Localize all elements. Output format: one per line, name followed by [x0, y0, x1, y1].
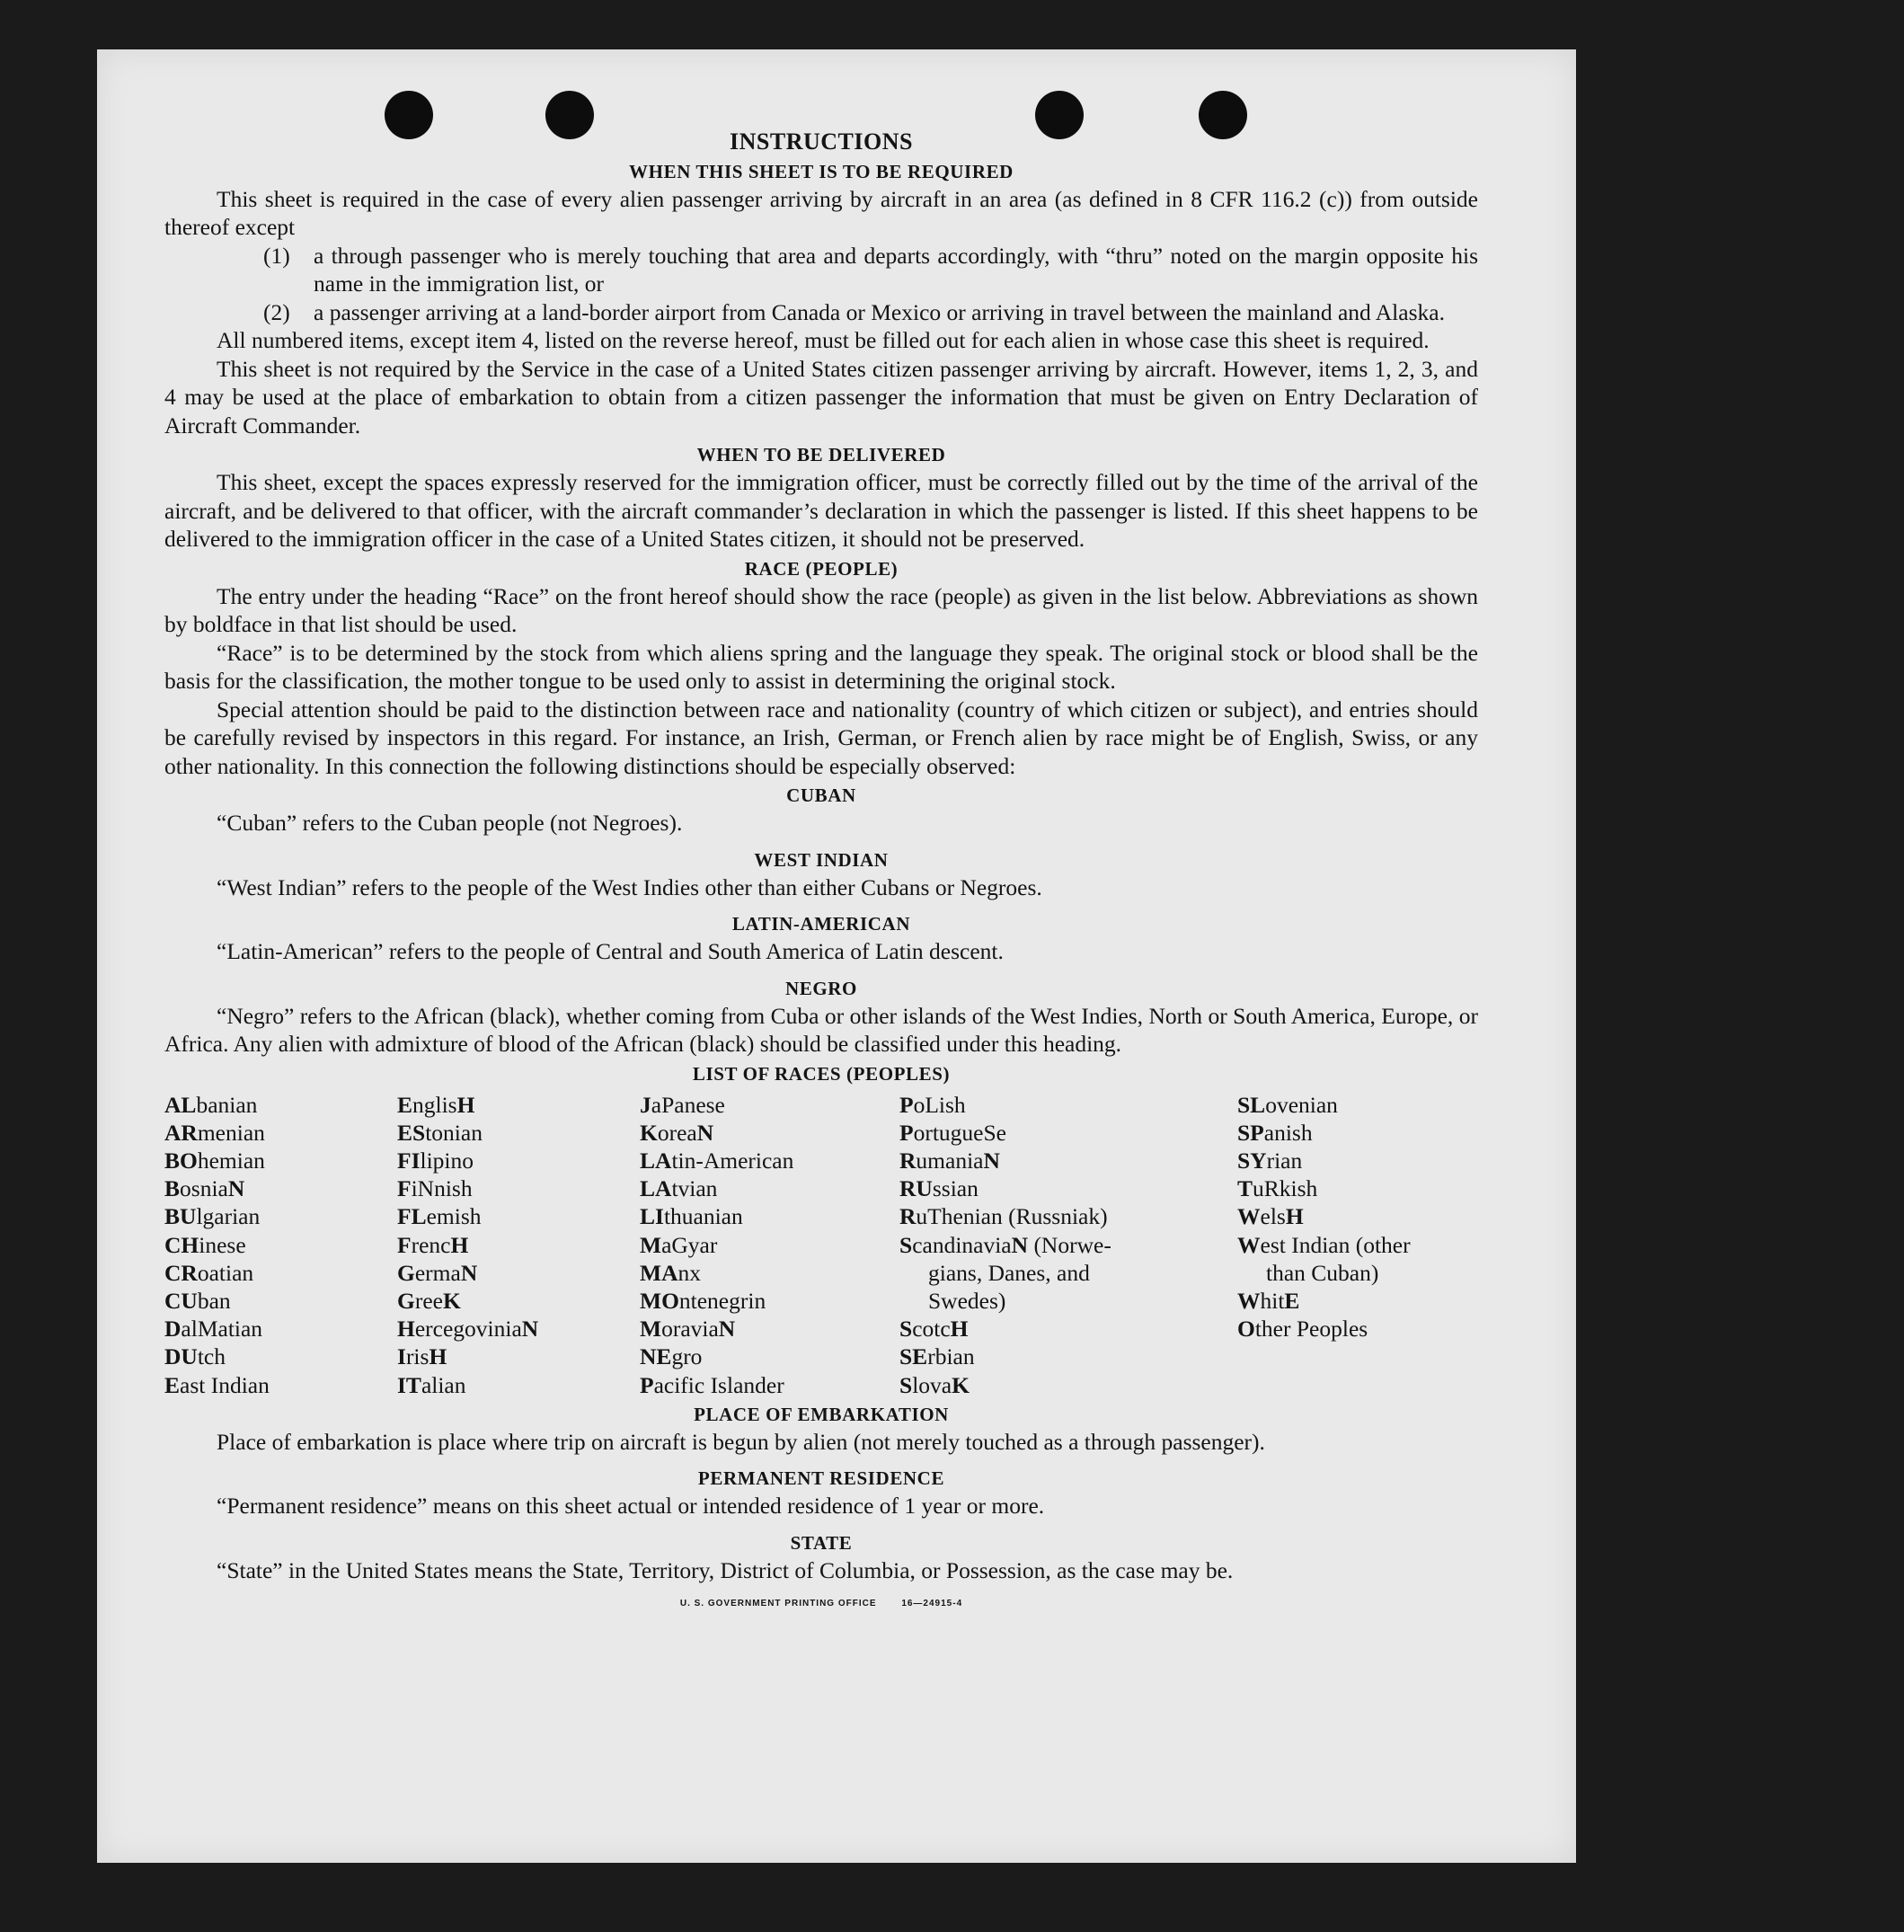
race-entry: GreeK [397, 1287, 461, 1314]
document-page [97, 49, 1576, 1863]
section-heading-when-delivered: WHEN TO BE DELIVERED [696, 444, 946, 465]
race-entry: Other Peoples [1237, 1316, 1368, 1343]
race-entry: SYrian [1237, 1147, 1303, 1174]
race-column [1237, 1091, 1478, 1399]
race-entry: IrisH [397, 1343, 447, 1370]
race-entry: FIlipino [397, 1147, 474, 1174]
race-entry: FiNnish [397, 1175, 473, 1202]
race-entry: gians, Danes, and [928, 1259, 1090, 1286]
race-entry: WelsH [1237, 1203, 1304, 1230]
printer-footer [164, 1590, 1478, 1618]
race-entry: CRoatian [164, 1259, 254, 1286]
race-entry: SErbian [899, 1343, 975, 1370]
section-heading-embarkation: PLACE OF EMBARKATION [694, 1403, 949, 1425]
race-entry: ALbanian [164, 1091, 258, 1118]
race-entry: DUtch [164, 1343, 226, 1370]
race-entry: West Indian (other [1237, 1231, 1411, 1258]
exception-text: a through passenger who is merely touching that area and departs accordingly, with “thru” noted on the margin opposite his name in the immigration list, or [314, 242, 1478, 297]
race-entry: RuThenian (Russniak) [899, 1203, 1108, 1230]
race-column [164, 1091, 397, 1399]
latin-american-text: “Latin-American” refers to the people of Central and South America of Latin descent. [217, 938, 1004, 964]
race-column [640, 1091, 899, 1399]
race-entry: PoLish [899, 1091, 966, 1118]
exception-item [164, 298, 1478, 327]
race-entry: DalMatian [164, 1316, 263, 1343]
race-entry: FrencH [397, 1231, 469, 1258]
race-entry: CUban [164, 1287, 231, 1314]
race-entry: BosniaN [164, 1175, 245, 1202]
race-entry: SPanish [1237, 1119, 1313, 1146]
when-required-intro: This sheet is required in the case of every alien passenger arriving by aircraft in an area (as defined in 8 CFR 116.2 (c)) from outside thereof except [164, 185, 1478, 240]
race-entry: MaGyar [640, 1231, 718, 1258]
race-entry: MoraviaN [640, 1316, 736, 1343]
race-entry: Swedes) [928, 1287, 1006, 1314]
race-entry: SlovaK [899, 1371, 970, 1398]
when-required-para3: This sheet is not required by the Service in the case of a United States citizen passenger arriving by aircraft. However, items 1, 2, 3, and 4 may be used at the place of embarkation to obtain from a citizen passenger the information that must be given on Entry Declaration of Aircraft Commander. [164, 355, 1478, 439]
state-text: “State” in the United States means the State, Territory, District of Columbia, or Possession, as the case may be. [217, 1556, 1234, 1583]
race-para1: The entry under the heading “Race” on the front hereof should show the race (people) as given in the list below. Abbreviations as shown by boldface in that list should be used. [164, 582, 1478, 637]
section-heading-cuban: CUBAN [786, 784, 856, 806]
race-entry: CHinese [164, 1231, 246, 1258]
race-entry: RUssian [899, 1175, 979, 1202]
race-entry: LAtvian [640, 1175, 718, 1202]
race-entry: EnglisH [397, 1091, 475, 1118]
exception-item [164, 242, 1478, 298]
race-entry: than Cuban) [1266, 1259, 1379, 1286]
race-list [164, 1091, 1478, 1399]
race-entry: ARmenian [164, 1119, 265, 1146]
section-heading-list-of-races: LIST OF RACES (PEOPLES) [692, 1062, 951, 1085]
exception-number: (2) [263, 298, 290, 325]
race-entry: RumaniaN [899, 1147, 1000, 1174]
section-heading-race: RACE (PEOPLE) [744, 557, 899, 580]
race-entry: FLemish [397, 1203, 482, 1230]
race-entry: LAtin-American [640, 1147, 794, 1174]
exception-number: (1) [263, 242, 290, 269]
embarkation-text: Place of embarkation is place where trip on aircraft is begun by alien (not merely touched as a through passenger). [217, 1428, 1265, 1455]
race-entry: ScandinaviaN (Norwe- [899, 1231, 1111, 1258]
when-delivered-text: This sheet, except the spaces expressly reserved for the immigration officer, must be correctly filled out by the time of the arrival of the aircraft, and be delivered to that officer, with the aircraft commander’s declaration in which the passenger is listed. If this sheet happens to be delivered to the immigration officer in the case of a United States citizen, it should not be preserved. [164, 469, 1478, 552]
race-entry: TuRkish [1237, 1175, 1318, 1202]
race-entry: WhitE [1237, 1287, 1300, 1314]
race-column [899, 1091, 1237, 1399]
section-heading-state: STATE [790, 1531, 853, 1554]
race-entry: PortugueSe [899, 1119, 1006, 1146]
race-entry: ITalian [397, 1371, 466, 1398]
when-required-para2: All numbered items, except item 4, listed on the reverse hereof, must be filled out for each alien in whose case this sheet is required. [217, 327, 1430, 353]
section-heading-latin-american: LATIN-AMERICAN [731, 913, 911, 935]
section-heading-negro: NEGRO [784, 977, 857, 999]
race-para2: “Race” is to be determined by the stock from which aliens spring and the language they speak. The original stock or blood shall be the basis for the classification, the mother tongue to be used only to assist in determining the original stock. [164, 639, 1478, 694]
exception-text: a passenger arriving at a land-border airport from Canada or Mexico or arriving in travel between the mainland and Alaska. [314, 298, 1445, 325]
race-entry: NEgro [640, 1343, 703, 1370]
residence-text: “Permanent residence” means on this sheet actual or intended residence of 1 year or more. [217, 1493, 1045, 1520]
race-entry: BUlgarian [164, 1203, 261, 1230]
race-entry: ScotcH [899, 1316, 969, 1343]
section-heading-west-indian: WEST INDIAN [754, 848, 889, 871]
page-title: INSTRUCTIONS [730, 129, 913, 155]
race-entry: GermaN [397, 1259, 478, 1286]
race-para3: Special attention should be paid to the distinction between race and nationality (country of which citizen or subject), and entries should be carefully revised by inspectors in this regard. For instance, an Irish, German, or French alien by race might be of English, Swiss, or any other nationality. In this connection the following distinctions should be especially observed: [164, 696, 1478, 779]
negro-text: “Negro” refers to the African (black), whether coming from Cuba or other islands of the West Indies, North or South America, Europe, or Africa. Any alien with admixture of blood of the African (black) should be classified under this heading. [164, 1002, 1478, 1057]
race-entry: MOntenegrin [640, 1287, 766, 1314]
race-entry: Pacific Islander [640, 1371, 784, 1398]
race-column [397, 1091, 640, 1399]
race-entry: JaPanese [640, 1091, 725, 1118]
instructions-content [164, 128, 1478, 1618]
race-entry: LIthuanian [640, 1203, 743, 1230]
west-indian-text: “West Indian” refers to the people of the West Indies other than either Cubans or Negroes. [217, 873, 1042, 900]
printer-name: U. S. GOVERNMENT PRINTING OFFICE [679, 1599, 877, 1609]
section-heading-when-required: WHEN THIS SHEET IS TO BE REQUIRED [629, 160, 1014, 182]
race-entry: KoreaN [640, 1119, 714, 1146]
race-entry: MAnx [640, 1259, 701, 1286]
form-number: 16—24915-4 [901, 1599, 963, 1609]
section-heading-residence: PERMANENT RESIDENCE [697, 1467, 945, 1490]
race-entry: BOhemian [164, 1147, 265, 1174]
cuban-text: “Cuban” refers to the Cuban people (not Negroes). [217, 810, 683, 836]
race-entry: HercegoviniaN [397, 1316, 539, 1343]
race-entry: EStonian [397, 1119, 483, 1146]
race-entry: East Indian [164, 1371, 270, 1398]
race-entry: SLovenian [1237, 1091, 1338, 1118]
